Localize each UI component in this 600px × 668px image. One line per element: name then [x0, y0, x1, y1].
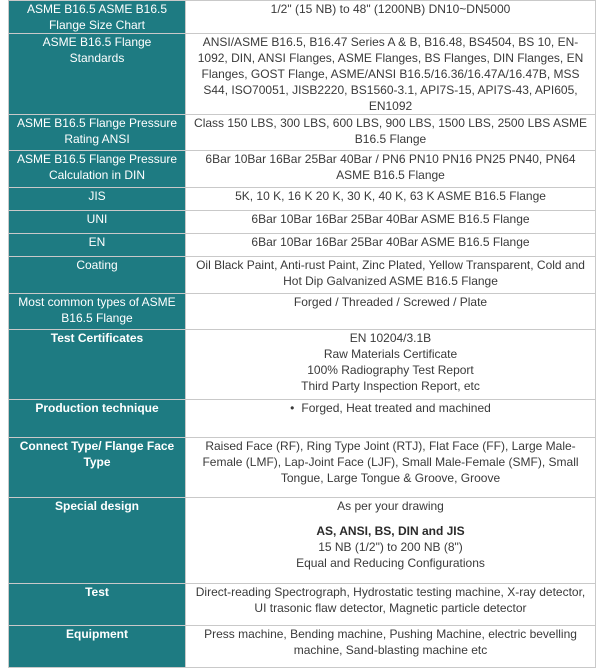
table-row	[9, 151, 596, 188]
table-row	[9, 257, 596, 294]
spacer	[192, 514, 589, 523]
table-row	[9, 626, 596, 668]
list-item: • Forged, Heat treated and machined	[290, 400, 491, 416]
row-label-jis: JIS	[9, 188, 186, 211]
table-row	[9, 294, 596, 330]
row-value-en: 6Bar 10Bar 16Bar 25Bar 40Bar ASME B16.5 Flange	[186, 234, 596, 257]
row-label-equipment: Equipment	[9, 626, 186, 668]
table-row	[9, 115, 596, 151]
row-value-standards: ANSI/ASME B16.5, B16.47 Series A & B, B16.48, BS4504, BS 10, EN-1092, DIN, ANSI Flanges, ASME Flanges, BS Flanges, DIN Flanges, EN Flanges, GOST Flange, ASME/ANSI B16.5/16.36/16.47A/16.47B, MSS S44, ISO70051, JISB2220, BS1560-3.1, API7S-15, API7S-43, API605, EN1092	[186, 34, 596, 115]
row-label-special-design: Special design	[9, 498, 186, 584]
table-row	[9, 211, 596, 234]
row-label-common-types: Most common types of ASME B16.5 Flange	[9, 294, 186, 330]
table-row	[9, 330, 596, 400]
row-value-test: Direct-reading Spectrograph, Hydrostatic testing machine, X-ray detector, UI trasonic flaw detector, Magnetic particle detector	[186, 584, 596, 626]
row-label-uni: UNI	[9, 211, 186, 234]
row-value-test-certificates	[186, 330, 596, 400]
table-row	[9, 438, 596, 498]
special-design-line: As per your drawing	[337, 499, 444, 513]
row-label-test-certificates: Test Certificates	[9, 330, 186, 400]
row-label-standards: ASME B16.5 Flange Standards	[9, 34, 186, 115]
row-label-size-chart: ASME B16.5 ASME B16.5 Flange Size Chart	[9, 1, 186, 34]
special-design-configurations: Equal and Reducing Configurations	[296, 556, 485, 570]
row-value-pressure-din: 6Bar 10Bar 16Bar 25Bar 40Bar / PN6 PN10 PN16 PN25 PN40, PN64 ASME B16.5 Flange	[186, 151, 596, 188]
special-design-standards: AS, ANSI, BS, DIN and JIS	[316, 524, 465, 538]
row-value-production	[186, 400, 596, 438]
row-value-coating: Oil Black Paint, Anti-rust Paint, Zinc Plated, Yellow Transparent, Cold and Hot Dip Galvanized ASME B16.5 Flange	[186, 257, 596, 294]
row-value-common-types: Forged / Threaded / Screwed / Plate	[186, 294, 596, 330]
certificate-line: Third Party Inspection Report, etc	[301, 379, 480, 393]
row-value-connect-type: Raised Face (RF), Ring Type Joint (RTJ), Flat Face (FF), Large Male-Female (LMF), Lap-Joint Face (LJF), Small Male-Female (SMF), Small Tongue, Large Tongue & Groove, Groove	[186, 438, 596, 498]
row-value-special-design	[186, 498, 596, 584]
row-value-size-chart: 1/2" (15 NB) to 48" (1200NB) DN10~DN5000	[186, 1, 596, 34]
table-row	[9, 400, 596, 438]
production-list	[192, 400, 589, 416]
table-row	[9, 498, 596, 584]
certificate-line: Raw Materials Certificate	[323, 347, 458, 361]
row-label-production: Production technique	[9, 400, 186, 438]
row-label-pressure-ansi: ASME B16.5 Flange Pressure Rating ANSI	[9, 115, 186, 151]
row-value-pressure-ansi: Class 150 LBS, 300 LBS, 600 LBS, 900 LBS, 1500 LBS, 2500 LBS ASME B16.5 Flange	[186, 115, 596, 151]
certificate-line: 100% Radiography Test Report	[307, 363, 474, 377]
row-label-test: Test	[9, 584, 186, 626]
flange-spec-table	[8, 0, 596, 668]
row-label-pressure-din: ASME B16.5 Flange Pressure Calculation in DIN	[9, 151, 186, 188]
table-row	[9, 584, 596, 626]
row-value-equipment: Press machine, Bending machine, Pushing Machine, electric bevelling machine, Sand-blasting machine etc	[186, 626, 596, 668]
row-label-coating: Coating	[9, 257, 186, 294]
row-value-uni: 6Bar 10Bar 16Bar 25Bar 40Bar ASME B16.5 Flange	[186, 211, 596, 234]
table-row	[9, 234, 596, 257]
row-value-jis: 5K, 10 K, 16 K 20 K, 30 K, 40 K, 63 K ASME B16.5 Flange	[186, 188, 596, 211]
row-label-en: EN	[9, 234, 186, 257]
certificate-line: EN 10204/3.1B	[349, 331, 432, 345]
row-label-connect-type: Connect Type/ Flange Face Type	[9, 438, 186, 498]
table-row	[9, 188, 596, 211]
table-row	[9, 1, 596, 34]
special-design-size-range: 15 NB (1/2") to 200 NB (8")	[318, 540, 463, 554]
table-row	[9, 34, 596, 115]
